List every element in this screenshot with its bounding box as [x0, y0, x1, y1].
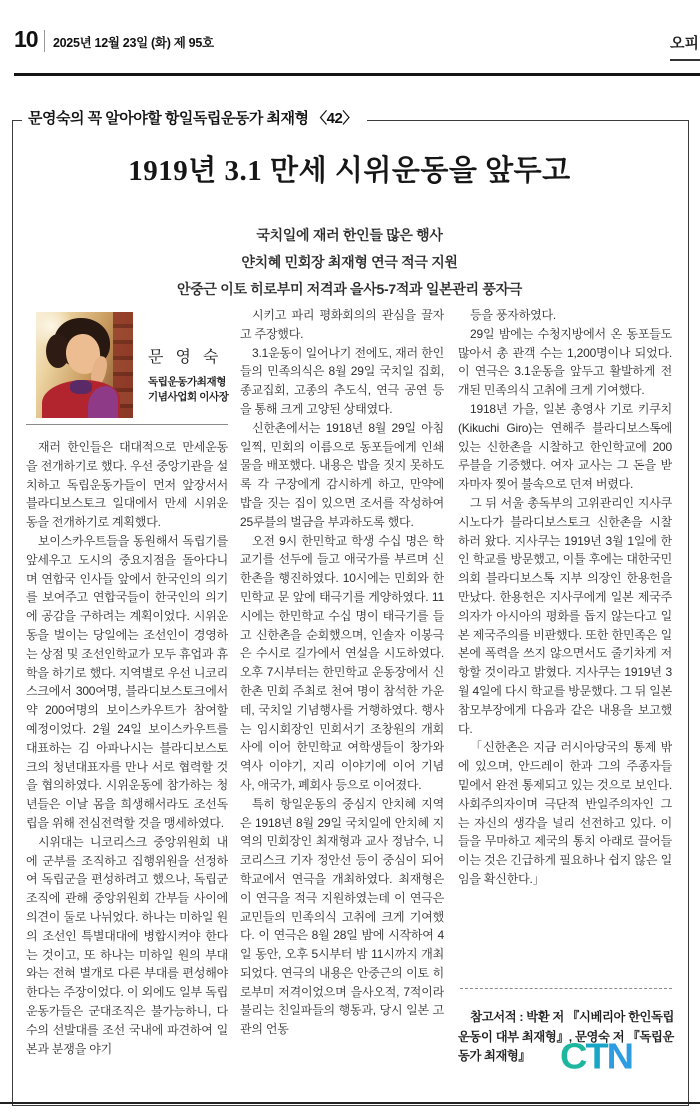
paragraph: 등을 풍자하였다.	[470, 308, 557, 322]
author-photo	[36, 312, 133, 418]
body-column-2	[240, 306, 444, 1080]
paragraph: 그 뒤 서울 총독부의 고위관리인 지사쿠 시노다가 블라디보스토크 신한촌을 시찰하러 왔다. 지사쿠는 1919년 3월 1일에 한인 학교를 방문했고, 이틀 후에는 대한국민의회 블라디보스톡 지부 의장인 한용헌을 만났다. 한용헌은 지사쿠에게 일본 제국주의자가 아시아의 평화를 돕지 않는다고 일본 제국주의를 비판했다. 또한 한민족은 일본에 폭력을 쓰지 않으면서도 줄기차게 저항할 것이라고 밝혔다. 지사쿠는 1919년 3월 4일에 다시 학교를 방문했다. 그 뒤 일본 참모부장에게 다음과 같은 내용을 보고했다.	[458, 495, 672, 736]
date-issue: 2025년 12월 23일 (화) 제 95호	[53, 36, 214, 50]
author-affiliation	[148, 375, 234, 404]
series-title: 문영숙의 꼭 알아야할 항일독립운동가 최재형 〈42〉	[22, 106, 367, 132]
paragraph: 신한촌에서는 1918년 8월 29일 아침 일찍, 민회의 이름으로 동포들에게 인쇄물을 배포했다. 내용은 밥을 짓지 못하도록 각 구장에게 감시하게 하고, 만약에 밥을 짓는 집이 있으면 조서를 작성하여 25루블의 벌금을 부과하도록 했다.	[240, 420, 444, 529]
subhead-line: 국치일에 재러 한인들 많은 행사	[256, 227, 443, 243]
author-meta	[148, 344, 234, 404]
photo-sweater-accent	[88, 386, 118, 418]
author-block	[36, 310, 228, 420]
paragraph: 3.1운동이 일어나기 전에도, 재러 한인들의 민족의식은 8월 29일 국치일 집회, 종교집회, 고종의 추도식, 연극 공연 등을 통해 크게 고양된 상태였다.	[240, 345, 444, 416]
reference-divider	[460, 988, 672, 989]
paragraph: 특히 항일운동의 중심지 안치혜 지역은 1918년 8월 29일 국치일에 안치혜 지역의 민회장인 최재형과 교사 정남수, 니코리스크 기자 정안선 등이 중심이 되어 학교에서 연극을 개최하였다. 최재형은 이 연극을 적극 지원하였는데 이 연극은 교민들의 민족의식 고취에 크게 기여했다. 이 연극은 8월 28일 밤에 시작하여 4일 동안, 오후 5시부터 밤 11시까지 개최되었다. 연극의 내용은 안중근의 이토 히로부미 저격이었으며 을사오적, 7적이라 불리는 친일파들의 행동과, 당시 일본 고관의 언동	[240, 796, 444, 1037]
body-column-1	[26, 438, 228, 1080]
photo-collar	[70, 380, 92, 394]
section-label: 오피	[670, 32, 700, 61]
author-affiliation-line2: 기념사업회 이사장	[148, 390, 229, 403]
page-number: 10	[14, 26, 38, 52]
paragraph: 시키고 파리 평화회의의 관심을 끌자고 주장했다.	[240, 308, 444, 341]
ctn-logo	[560, 1037, 632, 1078]
author-name: 문 영 숙	[148, 349, 223, 366]
paragraph: 오전 9시 한민학교 학생 수십 명은 학교기를 선두에 들고 애국가를 부르며 신한촌을 행진하였다. 10시에는 민회와 한민학교 문 앞에 태극기를 게양하였다. 11시에는 한민학교 수십 명이 태극기를 들고 신한촌을 순회했으며, 인솔자 이봉극은 수시로 길가에서 연설을 시도하였다. 오후 7시부터는 한민학교 운동장에서 신한촌 민회 주최로 천여 명이 참석한 가운데, 국치일 기념행사를 거행하였다. 행사는 임시회장인 민회서기 조창원의 개회사에 이어 한민학교 여학생들이 창가와 역사 이야기, 지리 이야기에 이어 기념사, 애국가, 폐회사 등으로 이어졌다.	[240, 533, 444, 792]
ctn-logo-letter: T	[585, 1036, 607, 1078]
paragraph: 보이스카우트들을 동원해서 독립기를 앞세우고 도시의 중요지점을 돌아다니며 연합국 인사들 앞에서 한국인의 의기를 보여주고 연합국들이 한국인의 의기에 공감을 구하려는 계획이었다. 시위운동을 벌이는 당일에는 조선인이 경영하는 상점 및 조선인학교가 모두 휴업과 휴학을 하기로 했다. 지역별로 우선 니코리스크에서 300여명, 블라디보스토크에서 약 200여명의 보이스카우트가 참여할 예정이었다. 2월 24일 보이스카우트를 대표하는 김 아파나시는 블라디보스토크의 청년대표자를 만나 서로 협력할 것을 협의하였다. 시위운동에 참가하는 청년들은 이날 몸을 희생해서라도 조선독립을 위해 전심전력할 것을 맹세하였다.	[26, 533, 228, 830]
author-affiliation-line1: 독립운동가최재형	[148, 376, 226, 388]
paragraph: 시위대는 니코리스크 중앙위원회 내에 군부를 조직하고 집행위원을 선정하여 독립군을 편성하려고 했으나, 독립군 조직에 관해 중앙위원회 간부들 사이에 의견이 둘로 나뉘었다. 하나는 미하일 원의 조선인 특별대대에 병합시켜야 한다는 것이고, 또 하나는 미하일 원의 부대와는 전혀 별개로 다른 부대를 편성해야 한다는 주장이었다. 이 외에도 일부 독립운동가들은 군대조직은 불가능하니, 다수의 선발대를 조선 국내에 파견하여 일본과 분쟁을 야기	[26, 834, 228, 1056]
paragraph: 29일 밤에는 수청지방에서 온 동포들도 많아서 총 관객 수는 1,200명이나 되었다. 이 연극은 3.1운동을 앞두고 활발하게 전개된 민족의식 고취에 크게 기여했다.	[458, 326, 672, 398]
headline: 1919년 3.1 만세 시위운동을 앞두고	[128, 155, 571, 187]
body-column-3	[458, 306, 672, 978]
paragraph: 「신한촌은 지금 러시아당국의 통제 밖에 있으며, 안드레이 한과 그의 주종자들 밑에서 완전 통제되고 있는 것으로 보인다. 사회주의자이며 극단적 반일주의자인 그는 자신의 생각을 널리 선전하고 있다. 이들을 무마하고 제국의 통치 아래로 끌어들이는 것은 긴급하게 필요하나 쉽지 않은 일임을 확신한다.」	[458, 740, 672, 886]
masthead-divider	[44, 30, 45, 52]
reference-text: 참고서적 : 박환 저 『시베리아 한인독립운동이 대부 최재형』, 문영숙 저 『독립운동가 최재형』	[458, 1010, 674, 1063]
ctn-logo-letter: N	[606, 1036, 633, 1078]
paragraph: 재러 한인들은 대대적으로 만세운동을 전개하기로 했다. 우선 중앙기관을 설치하고 독립운동가들이 먼저 앞장서서 블라디보스토크 일대에서 만세 시위운동을 전개하기로 계획했다.	[26, 440, 228, 530]
author-block-rule	[26, 424, 228, 425]
subheads	[12, 222, 687, 303]
subhead-line: 얀치혜 민회장 최재형 연극 적극 지원	[241, 254, 458, 270]
subhead-line: 안중근 이토 히로부미 저격과 을사5-7적과 일본관리 풍자극	[176, 281, 523, 297]
ctn-logo-letter: C	[560, 1036, 586, 1078]
paragraph: 1918년 가을, 일본 총영사 기로 키쿠치(Kikuchi Giro)는 연해주 블라디보스톡에 있는 신한촌을 시찰하고 한인학교에 200루블을 기증했다. 여자 교사는 그 돈을 받자마자 찢어 불속으로 던져 버렸다.	[458, 401, 672, 492]
masthead-rule	[14, 73, 700, 76]
page-masthead	[0, 0, 700, 78]
page-bottom-rule	[0, 1102, 700, 1104]
